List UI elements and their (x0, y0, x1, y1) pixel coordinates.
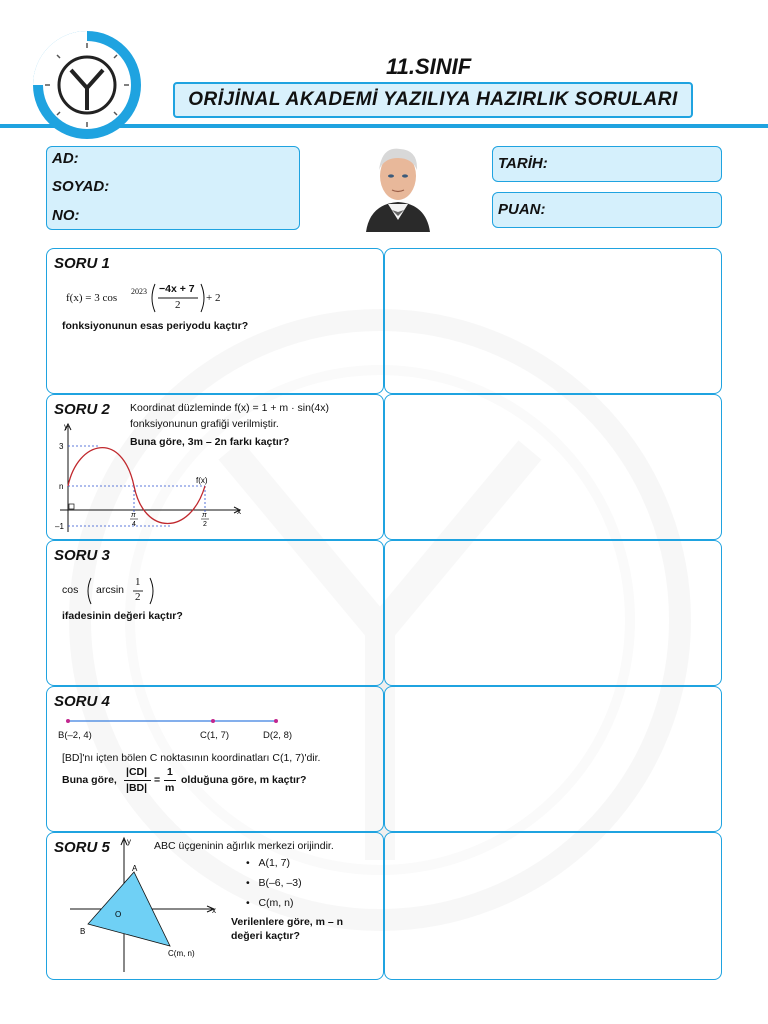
q4-label-b: B(–2, 4) (58, 730, 92, 741)
q2-curve (68, 448, 205, 524)
q3-cos: cos (62, 584, 79, 596)
q2-curve-label: f(x) (196, 476, 208, 485)
q5-a-label: A (132, 864, 138, 873)
q5-bullet-b-text: B(–6, –3) (258, 877, 302, 889)
q2-sine-graph (50, 420, 250, 536)
q3-question: ifadesinin değeri kaçtır? (62, 610, 183, 622)
score-field-label: PUAN: (498, 201, 546, 218)
q1-denominator: 2 (175, 299, 181, 311)
page-title (173, 82, 693, 118)
q4-question-suffix: olduğuna göre, m kaçtır? (181, 774, 307, 786)
q4-rhs-num: 1 (167, 766, 173, 778)
q4-question-prefix: Buna göre, (62, 774, 117, 786)
q4-point-b (66, 719, 70, 723)
answer-cell-5[interactable] (384, 832, 722, 980)
page-title-text: ORİJİNAL AKADEMİ YAZILIYA HAZIRLIK SORULARI (188, 89, 678, 110)
q5-question-1: Verilenlere göre, m – n (231, 916, 344, 928)
q1-numerator: −4x + 7 (159, 283, 195, 295)
q2-line-1: Koordinat düzleminde f(x) = 1 + m · sin(4x) (130, 402, 329, 414)
q4-frac-num: |CD| (126, 766, 148, 778)
q4-frac-bar (124, 780, 151, 781)
q1-exponent: 2023 (131, 287, 147, 296)
q2-ytick-n: n (59, 482, 64, 491)
surname-field-label: SOYAD: (52, 178, 110, 195)
q1-formula-prefix: f(x) = 3 cos (66, 292, 118, 304)
q2-ytick-3: 3 (59, 442, 64, 451)
q5-y-label: y (127, 837, 131, 846)
question-1-title: SORU 1 (54, 255, 110, 272)
q2-line-2: fonksiyonunun grafiği verilmiştir. (130, 418, 279, 430)
q4-point-d (274, 719, 278, 723)
q5-x-label: x (212, 906, 216, 915)
q4-line-1: [BD]'nı içten bölen C noktasının koordinatları C(1, 7)'dir. (62, 752, 321, 764)
q4-equals: = (154, 774, 161, 786)
question-5-title: SORU 5 (54, 839, 110, 856)
q4-label-d: D(2, 8) (263, 730, 293, 741)
answer-cell-2[interactable] (384, 394, 722, 540)
q3-denominator: 2 (135, 591, 141, 603)
bullet-icon: • (246, 877, 259, 889)
q5-b-label: B (80, 927, 86, 936)
name-field-label: AD: (52, 150, 79, 167)
q5-c-label: C(m, n) (168, 949, 195, 958)
q2-xtick2-den: 2 (203, 521, 207, 528)
q5-triangle-graph (64, 834, 224, 976)
q2-xtick1-den: 4 (132, 521, 136, 528)
q5-line-1: ABC üçgeninin ağırlık merkezi orijindir. (154, 840, 334, 852)
q5-bullet-a (246, 857, 290, 869)
q2-x-axis-label: x (237, 507, 241, 516)
logo-clock-icon (30, 28, 144, 142)
q3-numerator: 1 (135, 576, 141, 588)
q2-ytick-minus1: –1 (55, 522, 64, 531)
question-4-title: SORU 4 (54, 693, 110, 710)
answer-cell-3[interactable] (384, 540, 722, 686)
q5-bullet-c-text: C(m, n) (258, 897, 294, 909)
number-field-label: NO: (52, 207, 80, 224)
question-2-title: SORU 2 (54, 401, 110, 418)
q5-bullet-a-text: A(1, 7) (258, 857, 290, 869)
date-field-label: TARİH: (498, 155, 548, 172)
q1-question: fonksiyonunun esas periyodu kaçtır? (62, 320, 249, 332)
q2-xtick1-num: π (131, 512, 136, 519)
q5-question-2: değeri kaçtır? (231, 930, 300, 942)
bullet-icon: • (246, 857, 259, 869)
q4-number-line (60, 714, 290, 728)
q5-o-label: O (115, 910, 122, 919)
bullet-icon: • (246, 897, 259, 909)
q5-bullet-b (246, 877, 302, 889)
answer-cell-4[interactable] (384, 686, 722, 832)
q1-formula-suffix: + 2 (206, 292, 221, 304)
grade-label: 11.SINIF (386, 54, 472, 79)
q4-rhs-den: m (165, 782, 175, 794)
q3-arcsin: arcsin (96, 584, 125, 596)
question-3-title: SORU 3 (54, 547, 110, 564)
q2-xtick2-num: π (202, 512, 207, 519)
q4-rhs-bar (164, 780, 176, 781)
q4-frac-den: |BD| (126, 782, 148, 794)
answer-cell-1[interactable] (384, 248, 722, 394)
q4-point-c (211, 719, 215, 723)
q2-question: Buna göre, 3m – 2n farkı kaçtır? (130, 436, 290, 448)
q4-label-c: C(1, 7) (200, 730, 230, 741)
portrait-image (362, 140, 434, 232)
q5-bullet-c (246, 897, 293, 909)
q2-y-axis-label: y (64, 422, 68, 431)
